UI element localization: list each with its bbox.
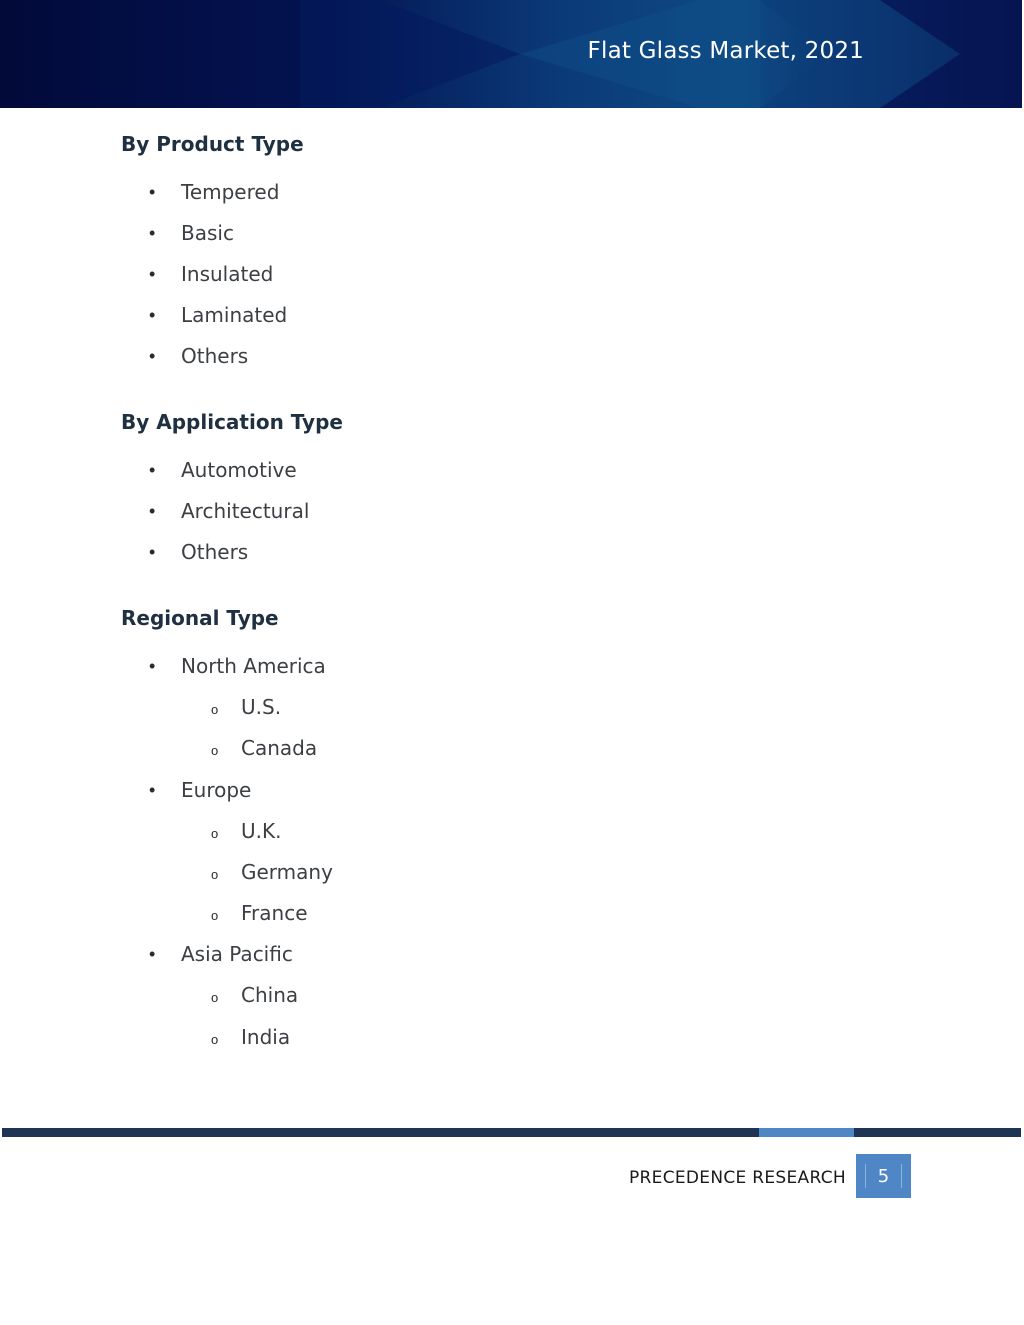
page-number-badge <box>856 1154 911 1198</box>
section-heading-application-type: By Application Type <box>121 410 343 434</box>
list-item-label: Others <box>181 344 249 368</box>
circle-bullet-icon: o <box>211 826 219 841</box>
bullet-icon: • <box>149 780 156 800</box>
list-item-label: Architectural <box>181 499 310 523</box>
sub-list-item-label: U.S. <box>241 695 282 719</box>
list-item-label: Asia Pacific <box>181 942 293 966</box>
bullet-icon: • <box>149 656 156 676</box>
document-title: Flat Glass Market, 2021 <box>587 38 864 64</box>
sub-list-item-label: Canada <box>241 736 318 760</box>
page-number: 5 <box>877 1165 890 1187</box>
sub-list-item-label: China <box>241 983 299 1007</box>
list-item-label: Automotive <box>181 458 297 482</box>
bullet-icon: • <box>149 305 156 325</box>
banner-decoration <box>0 0 1022 108</box>
list-item-label: Insulated <box>181 262 274 286</box>
footer-accent-bar <box>759 1128 854 1137</box>
bullet-icon: • <box>149 542 156 562</box>
circle-bullet-icon: o <box>211 743 219 758</box>
sub-list-item-label: Germany <box>241 860 333 884</box>
bullet-icon: • <box>149 223 156 243</box>
bullet-icon: • <box>149 460 156 480</box>
footer-brand: PRECEDENCE RESEARCH <box>628 1168 846 1188</box>
circle-bullet-icon: o <box>211 908 219 923</box>
footer-divider <box>2 1128 1021 1137</box>
list-item-label: Others <box>181 540 249 564</box>
bullet-icon: • <box>149 501 156 521</box>
header-banner <box>0 0 1022 108</box>
list-item-label: North America <box>181 654 326 678</box>
circle-bullet-icon: o <box>211 1032 219 1047</box>
bullet-icon: • <box>149 182 156 202</box>
bullet-icon: • <box>149 346 156 366</box>
list-item-label: Europe <box>181 778 252 802</box>
list-item-label: Basic <box>181 221 234 245</box>
sub-list-item-label: France <box>241 901 308 925</box>
sub-list-item-label: U.K. <box>241 819 282 843</box>
list-item-label: Tempered <box>181 180 280 204</box>
bullet-icon: • <box>149 944 156 964</box>
sub-list-item-label: India <box>241 1025 291 1049</box>
list-item-label: Laminated <box>181 303 288 327</box>
bullet-icon: • <box>149 264 156 284</box>
circle-bullet-icon: o <box>211 702 219 717</box>
circle-bullet-icon: o <box>211 867 219 882</box>
section-heading-regional-type: Regional Type <box>121 606 279 630</box>
section-heading-product-type: By Product Type <box>121 132 304 156</box>
circle-bullet-icon: o <box>211 990 219 1005</box>
